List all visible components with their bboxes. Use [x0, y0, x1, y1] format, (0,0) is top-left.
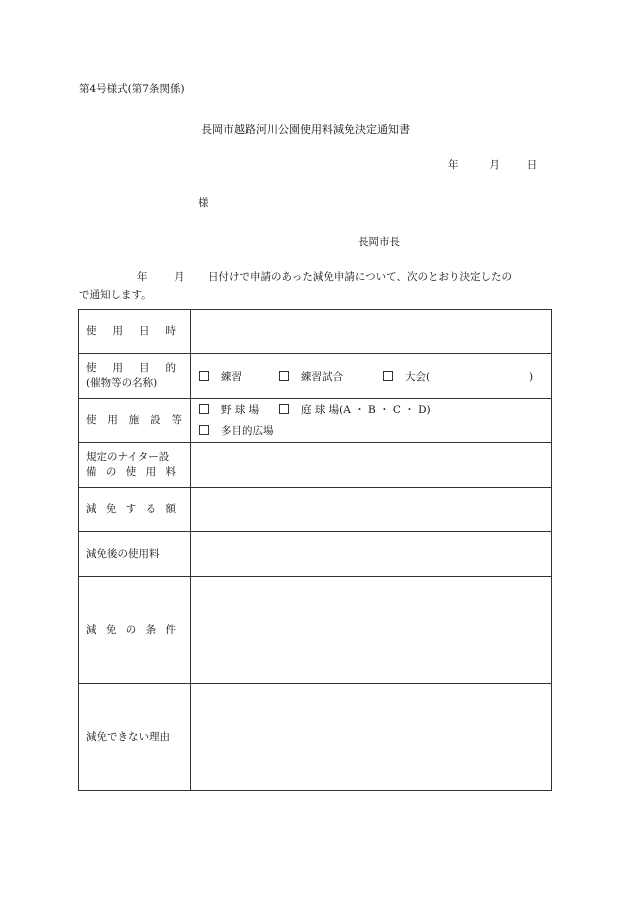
- document-title: 長岡市越路河川公園使用料減免決定通知書: [201, 123, 410, 136]
- row-nighter-fee: [79, 443, 552, 488]
- option-tournament[interactable]: [383, 369, 529, 384]
- label-char: 料: [165, 466, 176, 478]
- issuer-name: 長岡市長: [358, 236, 400, 248]
- value-reason[interactable]: [191, 684, 552, 791]
- option-label: 大会(: [405, 370, 431, 383]
- value-fee-after[interactable]: [191, 532, 552, 577]
- label-purpose: [79, 354, 191, 399]
- body-line1-text: 日付けで申請のあった減免申請について、次のとおり決定したの: [208, 271, 512, 283]
- row-reduction-amount: [79, 488, 552, 532]
- checkbox-icon[interactable]: [279, 404, 289, 414]
- label-char: 件: [165, 623, 176, 636]
- label-char: 用: [107, 414, 118, 426]
- form-number: 第4号様式(第7条関係): [79, 83, 185, 95]
- option-label: 練習試合: [301, 370, 343, 383]
- label-nighter-fee: [79, 443, 191, 488]
- label-char: 減: [86, 623, 97, 636]
- label-char: 的: [165, 362, 176, 374]
- label-char: 額: [165, 503, 176, 515]
- label-char: 施: [128, 414, 140, 426]
- checkbox-icon[interactable]: [279, 371, 289, 381]
- body-month: 月: [174, 271, 185, 283]
- value-reduction-amount[interactable]: [191, 488, 552, 532]
- tournament-close-paren: ): [529, 370, 534, 383]
- label-char: 備: [86, 466, 97, 478]
- label-char: 設: [150, 414, 161, 426]
- label-char: の: [105, 466, 117, 478]
- label-char: 条: [145, 623, 157, 636]
- label-char: 等: [171, 414, 182, 426]
- label-char: 使: [86, 414, 97, 426]
- row-usage-datetime: [79, 310, 552, 354]
- option-label: 多目的広場: [221, 424, 274, 437]
- label-fee-after: 減免後の使用料: [79, 532, 191, 577]
- label-char: 使: [86, 362, 97, 374]
- option-practice[interactable]: [199, 369, 279, 384]
- checkbox-icon[interactable]: [383, 371, 393, 381]
- row-purpose: [79, 354, 552, 399]
- option-label: 野 球 場: [221, 403, 260, 416]
- label-conditions: [79, 577, 191, 684]
- notice-text-line-2: で通知します。: [79, 289, 152, 301]
- body-year: 年: [137, 271, 148, 283]
- value-purpose: [191, 354, 552, 399]
- date-day: 日: [526, 159, 538, 171]
- option-tennis-court[interactable]: [279, 400, 431, 421]
- label-char: 使: [125, 466, 137, 478]
- row-reason: [79, 684, 552, 791]
- date-year: 年: [448, 159, 459, 171]
- value-conditions[interactable]: [191, 577, 552, 684]
- date-month: 月: [489, 159, 500, 171]
- label-reduction-amount: [79, 488, 191, 532]
- label-reason: 減免できない理由: [79, 684, 191, 791]
- row-conditions: [79, 577, 552, 684]
- checkbox-icon[interactable]: [199, 371, 209, 381]
- label-char: 用: [112, 325, 123, 337]
- option-label: 練習: [221, 370, 242, 383]
- label-purpose-sub: (催物等の名称): [86, 377, 158, 389]
- label-char: 用: [145, 466, 157, 478]
- label-usage-datetime: [79, 310, 191, 354]
- label-char: る: [145, 503, 157, 515]
- row-facility: [79, 399, 552, 443]
- notice-text-line-1: [79, 269, 512, 284]
- label-char: 免: [105, 503, 117, 515]
- addressee-suffix: 様: [198, 197, 209, 209]
- option-multipurpose-plaza[interactable]: [199, 421, 274, 442]
- option-baseball-field[interactable]: [199, 400, 279, 421]
- label-char: 使: [86, 325, 97, 337]
- issue-date: [448, 157, 537, 172]
- row-fee-after: [79, 532, 552, 577]
- label-char: 減: [86, 503, 97, 515]
- label-nighter-line1: 規定のナイター設: [86, 451, 170, 463]
- option-label: 庭 球 場(A ・ B ・ C ・ D): [301, 403, 431, 416]
- label-char: 時: [165, 325, 176, 337]
- value-facility: [191, 399, 552, 443]
- label-facility: [79, 399, 191, 443]
- label-char: 目: [139, 362, 150, 374]
- checkbox-icon[interactable]: [199, 404, 209, 414]
- details-table: [78, 309, 552, 791]
- label-char: 用: [112, 362, 123, 374]
- checkbox-icon[interactable]: [199, 425, 209, 435]
- value-usage-datetime[interactable]: [191, 310, 552, 354]
- label-char: す: [125, 503, 137, 515]
- value-nighter-fee[interactable]: [191, 443, 552, 488]
- option-practice-match[interactable]: [279, 369, 383, 384]
- label-char: 免: [105, 623, 117, 636]
- label-char: 日: [139, 325, 150, 337]
- label-char: の: [125, 623, 137, 636]
